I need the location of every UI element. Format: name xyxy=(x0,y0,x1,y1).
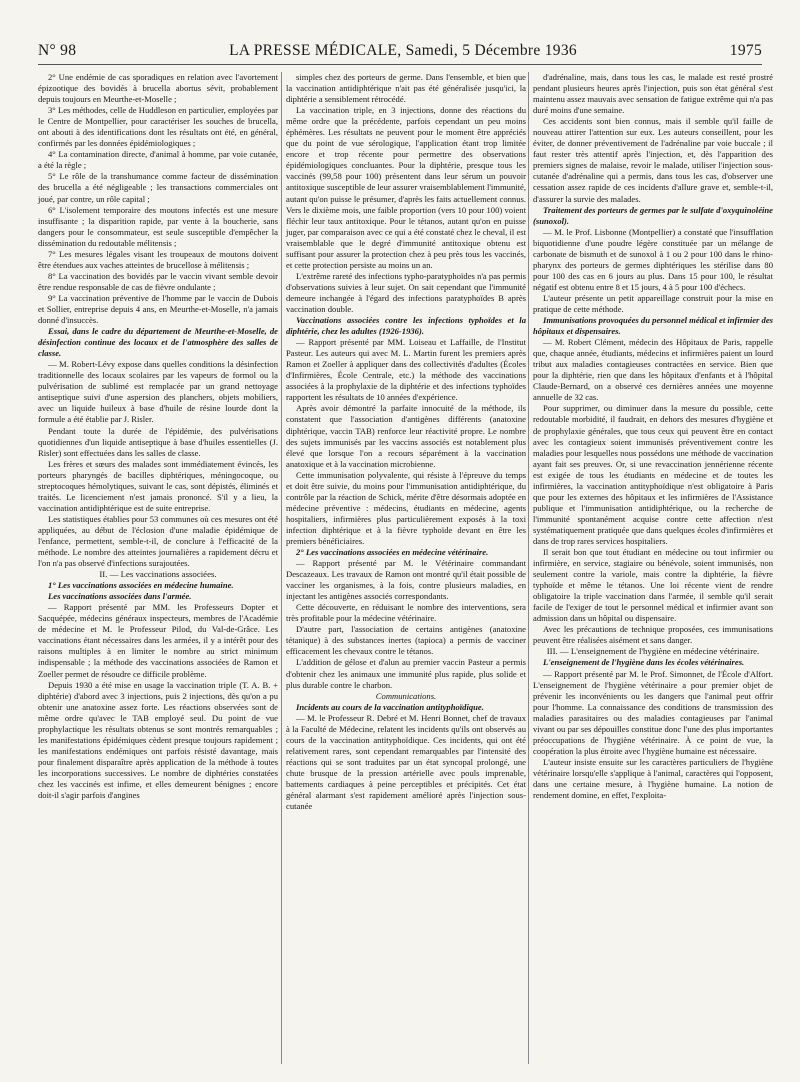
subsection-heading: 2° Les vaccinations associées en médecine vétérinaire. xyxy=(296,547,489,558)
paragraph: — Rapport présenté par M. le Vétérinaire commandant Descazeaux. Les travaux de Ramon ont montré qu'il était possible de vacciner les organismes, à la fois, contre plusieurs maladies, en injectant les antigènes associés correspondants. xyxy=(286,558,526,602)
article-heading: Incidents au cours de la vaccination antityphoïdique. xyxy=(296,701,484,712)
communications-heading: Communications. xyxy=(375,690,437,701)
article-heading: Essai, dans le cadre du département de Meurthe-et-Moselle, de désinfection continue des locaux et de l'atmosphère des salles de classe. xyxy=(38,326,278,359)
paragraph: 3° Les méthodes, celle de Huddleson en particulier, employées par le Centre de Montpellier, pour caractériser les souches de brucella, ont abouti à des identifications dont les résultats ont été, en général, confirmés par les données épidémiologiques ; xyxy=(38,105,278,149)
subsection-heading: 1° Les vaccinations associées en médecine humaine. xyxy=(48,580,234,591)
page-number: 1975 xyxy=(729,42,762,59)
paragraph: D'autre part, l'association de certains antigènes (anatoxine tétanique) à des substances inertes (tapioca) a permis de vacciner efficacement les chevaux contre le tétanos. xyxy=(286,624,526,657)
article-heading: Les vaccinations associées dans l'armée. xyxy=(48,591,192,602)
paragraph: Cette immunisation polyvalente, qui résiste à l'épreuve du temps et doit être suivie, du moins pour l'immunisation antidiphtérique, du contrôle par la réaction de Schick, mérite d'être désormais adoptée en médecine préventive : médecins, étudiants en médecine, agents hospitaliers, infirmières plus particulièrement exposés à la toxi infection diphtérique et à la fièvre typhoïde devant en être les premiers bénéficiaires. xyxy=(286,469,526,546)
article-heading: L'enseignement de l'hygiène dans les écoles vétérinaires. xyxy=(543,657,745,668)
paragraph: L'auteur présente un petit appareillage construit pour la mise en pratique de cette méthode. xyxy=(533,292,773,314)
paragraph: L'auteur insiste ensuite sur les caractères particuliers de l'hygiène vétérinaire lorsqu'elle s'applique à l'animal, caractères qui l'opposent, dans une certaine mesure, à l'hygiène humaine. La notion de rendement domine, en effet, l'exploita- xyxy=(533,756,773,801)
paragraph: 6° L'isolement temporaire des moutons infectés est une mesure insuffisante ; la disparition rapide, par vente à la boucherie, sans dangers pour le consommateur, est seule susceptible d'empêcher la dissémination du redoutable mélitensis ; xyxy=(38,204,278,248)
paragraph: Les statistiques établies pour 53 communes où ces mesures ont été appliquées, au début de l'éclosion d'une maladie épidémique de l'enfance, permettent, semble-t-il, de conclure à l'efficacité de la méthode. Le nombre des atteintes journalières a rapidement décru et l'on n'a pas observé d'infections surajoutées. xyxy=(38,513,278,569)
paragraph: L'addition de gélose et d'alun au premier vaccin Pasteur a permis d'obtenir chez les animaux une immunité plus rapide, plus solide et plus durable contre le charbon. xyxy=(286,657,526,690)
paragraph: 9° La vaccination préventive de l'homme par le vaccin de Dubois et Sollier, entreprise depuis 4 ans, en Meurthe-et-Moselle, n'a jamais donné d'insuccès. xyxy=(38,292,278,326)
paragraph: 5° Le rôle de la transhumance comme facteur de dissémination des brucella a été négligeable ; les transactions commerciales ont joué, par contre, un rôle capital ; xyxy=(38,171,278,204)
paragraph: 7° Les mesures légales visant les troupeaux de moutons doivent être étendues aux vaches atteintes de brucellose à mélitensis ; xyxy=(38,248,278,270)
paragraph: Les frères et sœurs des malades sont immédiatement évincés, les porteurs pharyngés de bacilles diphtériques, méningocoque, ou streptocoques hémolytiques, suivant le cas, sont dépistés, éliminés et traités. Le licenciement n'est jamais prononcé. S'il y a lieu, la vaccination antidiphtérique est de suite entreprise. xyxy=(38,458,278,513)
paragraph: Ces accidents sont bien connus, mais il semble qu'il faille de nouveau attirer l'attention sur eux. Les auteurs conseillent, pour les éviter, de donner préventivement de l'adrénaline par voie buccale ; il faut rester très attentif après l'injection, et, dès l'apparition des premiers signes de malaise, revoir le malade, utiliser l'injection sous-cutanée d'adrénaline qui a permis, dans tous les cas, d'observer une cessation assez rapide de ces incidents d'allure grave et, semble-t-il, d'assurer la survie des malades. xyxy=(533,116,773,204)
column-divider xyxy=(528,72,529,1064)
issue-number: N° 98 xyxy=(38,42,77,59)
paragraph: 2° Une endémie de cas sporadiques en relation avec l'avortement épizootique des bovidés à brucella abortus sévit, probablement depuis toujours en Meurthe-et-Moselle ; xyxy=(38,72,278,105)
article-heading: Vaccinations associées contre les infections typhoïdes et la diphtérie, chez les adultes (1926-1936). xyxy=(286,315,526,337)
article-heading: Immunisations provoquées du personnel médical et infirmier des hôpitaux et dispensaires. xyxy=(533,315,773,337)
section-heading: III. — L'enseignement de l'hygiène en médecine vétérinaire. xyxy=(546,646,760,657)
journal-title: LA PRESSE MÉDICALE, Samedi, 5 Décembre 1936 xyxy=(229,42,577,59)
section-heading: II. — Les vaccinations associées. xyxy=(99,569,217,580)
paragraph: Pendant toute la durée de l'épidémie, des pulvérisations quotidiennes d'un liquide antiseptique à base d'huiles essentielles (J. Risler) sont effectuées dans les salles de classe. xyxy=(38,425,278,458)
paragraph: — M. Robert Clément, médecin des Hôpitaux de Paris, rappelle que, chaque année, étudiants, médecins et infirmières paient un lourd tribut aux maladies contagieuses contractées en service. Bien que pour la diphtérie, rien que dans les hôpitaux d'enfants et à l'hôpital Claude-Bernard, on a observé ces dernières années une moyenne annuelle de 32 cas. xyxy=(533,337,773,403)
paragraph: La vaccination triple, en 3 injections, donne des réactions du même ordre que la précédente, parfois cependant un peu moins éphémères. Les résultats ne peuvent pour le moment être appréciés que du point de vue sérologique, l'application étant trop limitée encore et trop récente pour permettre des observations épidémiologiques concluantes. Pour la diphtérie, presque tous les vaccinés (99,58 pour 100) présentent dans leur sérum un pouvoir antitoxique susceptible de leur assurer vraisemblablement l'immunité, autant qu'on puisse le présumer, d'après les faits actuellement connus. Vers le dixième mois, une faible proportion (vers 10 pour 100) voient fléchir leur taux antitoxique. Pour le tétanos, autant qu'on en puisse juger, par comparaison avec ce qui a été constaté chez le cheval, il est vraisemblable que le degré d'immunité antitoxique obtenu est suffisant pour assurer la protection chez à peu près tous les vaccinés, et cette protection persiste au moins un an. xyxy=(286,105,526,270)
paragraph: Depuis 1930 a été mise en usage la vaccination triple (T. A. B. + diphtérie) d'abord avec 3 injections, puis 2 injections, dès qu'on a pu obtenir une anatoxine assez forte. Les réactions observées sont de même ordre qu'avec le TAB employé seul. Du point de vue prophylactique les résultats obtenus se sont montrés remarquables ; les manifestations épidémiques cèdent presque toujours rapidement ; les manifestations endémiques ont parfois résisté davantage, mais pour finalement disparaître après application de la méthode à toutes les incorporations successives. Le nombre de diphtéries constatées chez les vaccinés est infime, et elles demeurent bénignes ; encore doit-il s'agir parfois d'angines xyxy=(38,679,278,801)
column-1 xyxy=(38,72,278,801)
paragraph: — Rapport présenté par MM. Loiseau et Laffaille, de l'Institut Pasteur. Les auteurs qui avec M. L. Martin furent les premiers après Ramon et Zoeller à appliquer dans des collectivités d'adultes (Écoles d'Infirmières, École Centrale, etc.) la méthode des vaccinations associées à la prophylaxie de la diphtérie et des infections typhoïdes rapportent les résultats de 10 années d'expérience. xyxy=(286,337,526,403)
column-3 xyxy=(533,72,773,801)
paragraph: — Rapport présenté par M. le Prof. Simonnet, de l'École d'Alfort. L'enseignement de l'hygiène vétérinaire a pour premier objet de prévenir les inconvénients ou les dangers que l'animal peut offrir pour l'homme. La connaissance des conditions de transmission des maladies parasitaires ou des maladies contagieuses par l'animal vivant ou par ses dépouilles constitue donc l'une des plus importantes préoccupations de l'hygiène vétérinaire. À ce point de vue, la coopération la plus étroite avec l'hygiène humaine est nécessaire. xyxy=(533,668,773,756)
header-rule xyxy=(38,64,762,65)
paragraph: Cette découverte, en réduisant le nombre des interventions, sera très profitable pour la médecine vétérinaire. xyxy=(286,602,526,624)
paragraph: — M. le Professeur R. Debré et M. Henri Bonnet, chef de travaux à la Faculté de Médecine, relatent les incidents qu'ils ont observés au cours de la vaccination antityphoïdique. Ces incidents, qui ont été relativement rares, sont cependant remarquables par l'intensité des réactions qui se sont traduites par un état syncopal prolongé, une chute brusque de la pression artérielle avec pouls imprenable, battements cardiaques à peine perceptibles et précipités. Cet état général alarmant s'est rapidement amélioré après l'injection sous-cutanée xyxy=(286,712,526,812)
paragraph: Pour supprimer, ou diminuer dans la mesure du possible, cette redoutable morbidité, il faudrait, en dehors des mesures d'hygiène et de prophylaxie générales, que tous ceux qui peuvent être en contact avec les contagieux soient immunisés préventivement contre les maladies pour lesquelles nous possédons une méthode de vaccination ayant fait ses preuves. Or, si une revaccination jennérienne récente est exigée de tous les étudiants en médecine et de toutes les infirmières, la vaccination antityphoïdique n'est obligatoire à Paris que pour les externes des hôpitaux et les infirmières de l'Assistance publique et l'immunisation antidiphtérique, ou la recherche de l'immunité spontanément acquise contre cette affection n'est systématiquement pratiquée que dans quelques écoles d'infirmières et dans de trop rares services hospitaliers. xyxy=(533,403,773,546)
paragraph: — M. le Prof. Lisbonne (Montpellier) a constaté que l'insufflation biquotidienne d'une poudre légère constituée par un mélange de carbonate de bismuth et de sunoxol à 1 ou 2 pour 100 dans le rhino-pharynx des porteurs de germes diphtériques les stérilise dans 80 pour 100 des cas en 6 jours au plus. Dans 15 pour 100, le résultat négatif est obtenu entre 8 et 15 jours, 4 à 5 pour 100 d'échecs. xyxy=(533,226,773,292)
page-header xyxy=(38,42,762,66)
paragraph: — M. Robert-Lévy expose dans quelles conditions la désinfection traditionnelle des locaux scolaires par les vapeurs de formol ou la pulvérisation de sublimé est remplacée par un grand nettoyage antiseptique suivi d'une aspersion des planchers, objets mobiliers, avec un liquide huileux à base d'huile de résine lourde dont la formule a été établie par J. Risler. xyxy=(38,359,278,425)
paragraph: Avec les précautions de technique proposées, ces immunisations peuvent être réalisées aisément et sans danger. xyxy=(533,624,773,646)
paragraph: 8° La vaccination des bovidés par le vaccin vivant semble devoir être rendue responsable de cas de fièvre ondulante ; xyxy=(38,270,278,292)
paragraph: Il serait bon que tout étudiant en médecine ou tout infirmier ou infirmière, en service, stagiaire ou bénévole, soient immunisés, non seulement contre la variole, mais contre la diphtérie, la fièvre typhoïde et même le tétanos. Une loi récente vient de rendre obligatoire la triple vaccination dans l'armée, il semble qu'il serait facile de l'exiger de tout le personnel médical et infirmier avant son admission dans un hôpital ou dispensaire. xyxy=(533,547,773,624)
column-2 xyxy=(286,72,526,812)
paragraph: d'adrénaline, mais, dans tous les cas, le malade est resté prostré pendant plusieurs heures après l'injection, puis son état général s'est maintenu assez mauvais avec sensation de fatigue extrême qui n'a pas duré moins d'une semaine. xyxy=(533,72,773,116)
paragraph: 4° La contamination directe, d'animal à homme, par voie cutanée, a été la règle ; xyxy=(38,149,278,171)
paragraph: — Rapport présenté par MM. les Professeurs Dopter et Sacquépée, médecins généraux inspecteurs, membres de l'Académie de médecine et M. le Professeur Pilod, du Val-de-Grâce. Les vaccinations étant nécessaires dans les armées, il y a intérêt pour des raisons multiples à en limiter le nombre au strict minimum indispensable ; la méthode des vaccinations associées de Ramon et Zoeller permet de résoudre ce difficile problème. xyxy=(38,602,278,679)
paragraph: Après avoir démontré la parfaite innocuité de la méthode, ils constatent que l'association d'antigènes différents (anatoxine diphtérique, vaccin TAB) renforce leur réactivité propre. Le nombre des sujets immunisés par les vaccins associés est notablement plus élevé que lorsque l'on a recours séparément à la vaccination anatoxique et à la vaccination microbienne. xyxy=(286,403,526,469)
paragraph: L'extrême rareté des infections typho-paratyphoïdes n'a pas permis d'observations suivies à leur sujet. On sait cependant que l'immunité demeure inchangée à l'égard des infections paratyphoïdes B après vaccination double. xyxy=(286,270,526,314)
paragraph: simples chez des porteurs de germe. Dans l'ensemble, et bien que la vaccination antidiphtérique n'ait pas été généralisée jusqu'ici, la diphtérie a sensiblement rétrocédé. xyxy=(286,72,526,105)
article-heading: Traitement des porteurs de germes par le sulfate d'oxyquinoléine (sunoxol). xyxy=(533,204,773,226)
column-divider xyxy=(281,72,282,1064)
